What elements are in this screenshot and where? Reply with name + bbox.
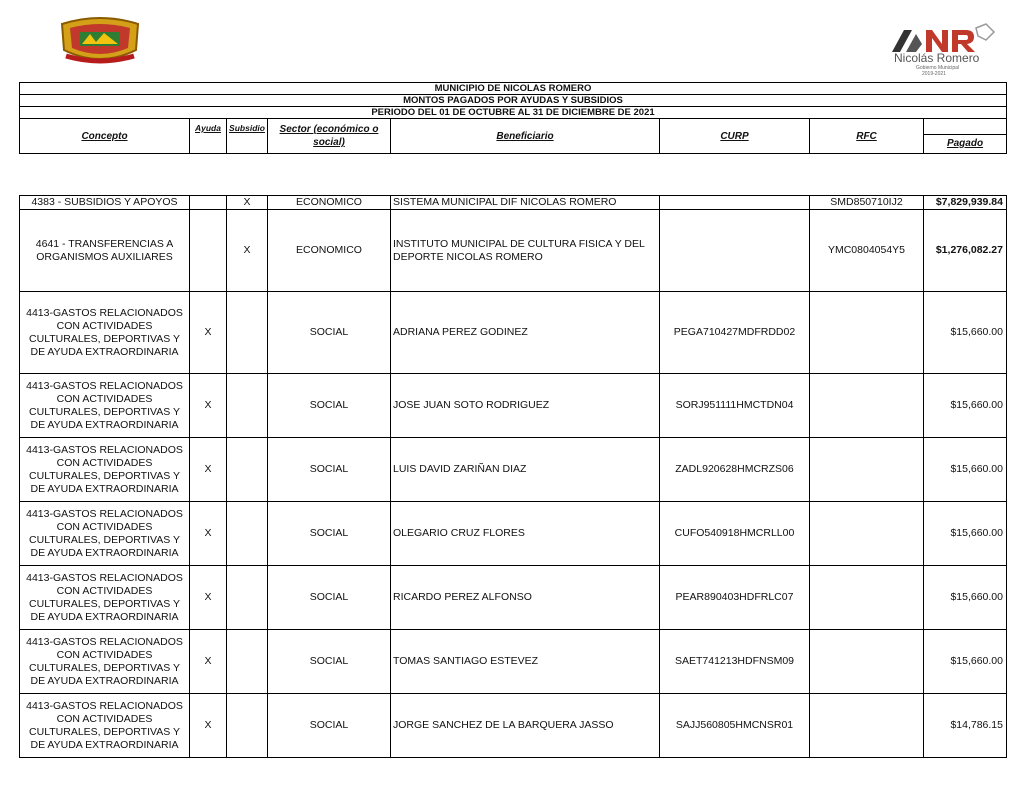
column-header-concepto: Concepto (20, 119, 190, 154)
cell-subsidio: X (227, 210, 268, 292)
column-header-pagado (924, 119, 1007, 154)
cell-sector: SOCIAL (268, 694, 391, 758)
cell-curp: PEAR890403HDFRLC07 (660, 566, 810, 630)
table-row (20, 196, 1007, 210)
table-row (20, 566, 1007, 630)
column-header-pagado-label: Pagado (946, 138, 984, 149)
cell-curp (660, 196, 810, 210)
cell-beneficiario: LUIS DAVID ZARIÑAN DIAZ (391, 438, 660, 502)
table-row (20, 438, 1007, 502)
cell-pagado: $15,660.00 (924, 566, 1007, 630)
cell-curp (660, 210, 810, 292)
cell-subsidio (227, 566, 268, 630)
cell-sector: SOCIAL (268, 374, 391, 438)
cell-concepto: 4383 - SUBSIDIOS Y APOYOS (20, 196, 190, 210)
cell-pagado: $15,660.00 (924, 438, 1007, 502)
cell-ayuda (190, 210, 227, 292)
brand-years: 2019-2021 (922, 71, 946, 77)
cell-rfc (810, 630, 924, 694)
table-row (20, 630, 1007, 694)
cell-rfc (810, 292, 924, 374)
cell-pagado: $15,660.00 (924, 374, 1007, 438)
cell-ayuda: X (190, 502, 227, 566)
cell-subsidio (227, 630, 268, 694)
cell-beneficiario: JORGE SANCHEZ DE LA BARQUERA JASSO (391, 694, 660, 758)
cell-concepto: 4413-GASTOS RELACIONADOS CON ACTIVIDADES CULTURALES, DEPORTIVAS Y DE AYUDA EXTRAORDINARIA (20, 502, 190, 566)
cell-subsidio (227, 502, 268, 566)
cell-rfc (810, 438, 924, 502)
table-row (20, 210, 1007, 292)
cell-sector: SOCIAL (268, 566, 391, 630)
cell-rfc: YMC0804054Y5 (810, 210, 924, 292)
cell-ayuda: X (190, 292, 227, 374)
cell-subsidio: X (227, 196, 268, 210)
cell-rfc (810, 694, 924, 758)
cell-subsidio (227, 374, 268, 438)
column-header-subsidio: Subsidio (227, 119, 268, 154)
column-header-curp: CURP (660, 119, 810, 154)
cell-concepto: 4413-GASTOS RELACIONADOS CON ACTIVIDADES CULTURALES, DEPORTIVAS Y DE AYUDA EXTRAORDINARIA (20, 630, 190, 694)
cell-beneficiario: RICARDO PEREZ ALFONSO (391, 566, 660, 630)
cell-curp: PEGA710427MDFRDD02 (660, 292, 810, 374)
municipal-seal-logo (56, 16, 144, 68)
cell-pagado: $15,660.00 (924, 630, 1007, 694)
cell-beneficiario: OLEGARIO CRUZ FLORES (391, 502, 660, 566)
column-header-beneficiario: Beneficiario (391, 119, 660, 154)
cell-concepto: 4413-GASTOS RELACIONADOS CON ACTIVIDADES CULTURALES, DEPORTIVAS Y DE AYUDA EXTRAORDINARIA (20, 292, 190, 374)
cell-ayuda: X (190, 566, 227, 630)
cell-ayuda (190, 196, 227, 210)
cell-pagado: $1,276,082.27 (924, 210, 1007, 292)
cell-ayuda: X (190, 438, 227, 502)
cell-curp: SORJ951111HMCTDN04 (660, 374, 810, 438)
table-row (20, 374, 1007, 438)
report-header-table (19, 82, 1007, 154)
cell-ayuda: X (190, 630, 227, 694)
column-header-ayuda: Ayuda (190, 119, 227, 154)
cell-concepto: 4413-GASTOS RELACIONADOS CON ACTIVIDADES CULTURALES, DEPORTIVAS Y DE AYUDA EXTRAORDINARIA (20, 566, 190, 630)
cell-pagado: $7,829,939.84 (924, 196, 1007, 210)
cell-beneficiario: ADRIANA PEREZ GODINEZ (391, 292, 660, 374)
cell-pagado: $14,786.15 (924, 694, 1007, 758)
cell-beneficiario: JOSE JUAN SOTO RODRIGUEZ (391, 374, 660, 438)
cell-rfc (810, 566, 924, 630)
cell-beneficiario: TOMAS SANTIAGO ESTEVEZ (391, 630, 660, 694)
period-title: PERIODO DEL 01 DE OCTUBRE AL 31 DE DICIEMBRE DE 2021 (20, 107, 1007, 119)
cell-sector: SOCIAL (268, 292, 391, 374)
cell-subsidio (227, 438, 268, 502)
cell-pagado: $15,660.00 (924, 292, 1007, 374)
cell-beneficiario: SISTEMA MUNICIPAL DIF NICOLAS ROMERO (391, 196, 660, 210)
table-row (20, 292, 1007, 374)
cell-concepto: 4641 - TRANSFERENCIAS A ORGANISMOS AUXILIARES (20, 210, 190, 292)
cell-curp: SAET741213HDFNSM09 (660, 630, 810, 694)
cell-curp: SAJJ560805HMCNSR01 (660, 694, 810, 758)
cell-sector: ECONOMICO (268, 210, 391, 292)
cell-pagado: $15,660.00 (924, 502, 1007, 566)
brand-subtitle: Gobierno Municipal (916, 65, 960, 71)
cell-rfc (810, 502, 924, 566)
table-row (20, 502, 1007, 566)
gobierno-brand-logo (886, 22, 998, 78)
cell-subsidio (227, 694, 268, 758)
cell-sector: SOCIAL (268, 438, 391, 502)
column-header-rfc: RFC (810, 119, 924, 154)
cell-ayuda: X (190, 694, 227, 758)
cell-concepto: 4413-GASTOS RELACIONADOS CON ACTIVIDADES CULTURALES, DEPORTIVAS Y DE AYUDA EXTRAORDINARIA (20, 438, 190, 502)
cell-concepto: 4413-GASTOS RELACIONADOS CON ACTIVIDADES CULTURALES, DEPORTIVAS Y DE AYUDA EXTRAORDINARIA (20, 374, 190, 438)
cell-ayuda: X (190, 374, 227, 438)
brand-name: Nicolás Romero (894, 51, 980, 65)
cell-curp: ZADL920628HMCRZS06 (660, 438, 810, 502)
cell-concepto: 4413-GASTOS RELACIONADOS CON ACTIVIDADES CULTURALES, DEPORTIVAS Y DE AYUDA EXTRAORDINARIA (20, 694, 190, 758)
cell-rfc: SMD850710IJ2 (810, 196, 924, 210)
payments-table (19, 195, 1007, 758)
report-title: MONTOS PAGADOS POR AYUDAS Y SUBSIDIOS (20, 95, 1007, 107)
column-header-sector: Sector (económico o social) (268, 119, 391, 154)
cell-rfc (810, 374, 924, 438)
cell-sector: ECONOMICO (268, 196, 391, 210)
cell-curp: CUFO540918HMCRLL00 (660, 502, 810, 566)
cell-subsidio (227, 292, 268, 374)
cell-sector: SOCIAL (268, 502, 391, 566)
table-row (20, 694, 1007, 758)
cell-beneficiario: INSTITUTO MUNICIPAL DE CULTURA FISICA Y DEL DEPORTE NICOLAS ROMERO (391, 210, 660, 292)
cell-sector: SOCIAL (268, 630, 391, 694)
municipality-title: MUNICIPIO DE NICOLAS ROMERO (20, 83, 1007, 95)
